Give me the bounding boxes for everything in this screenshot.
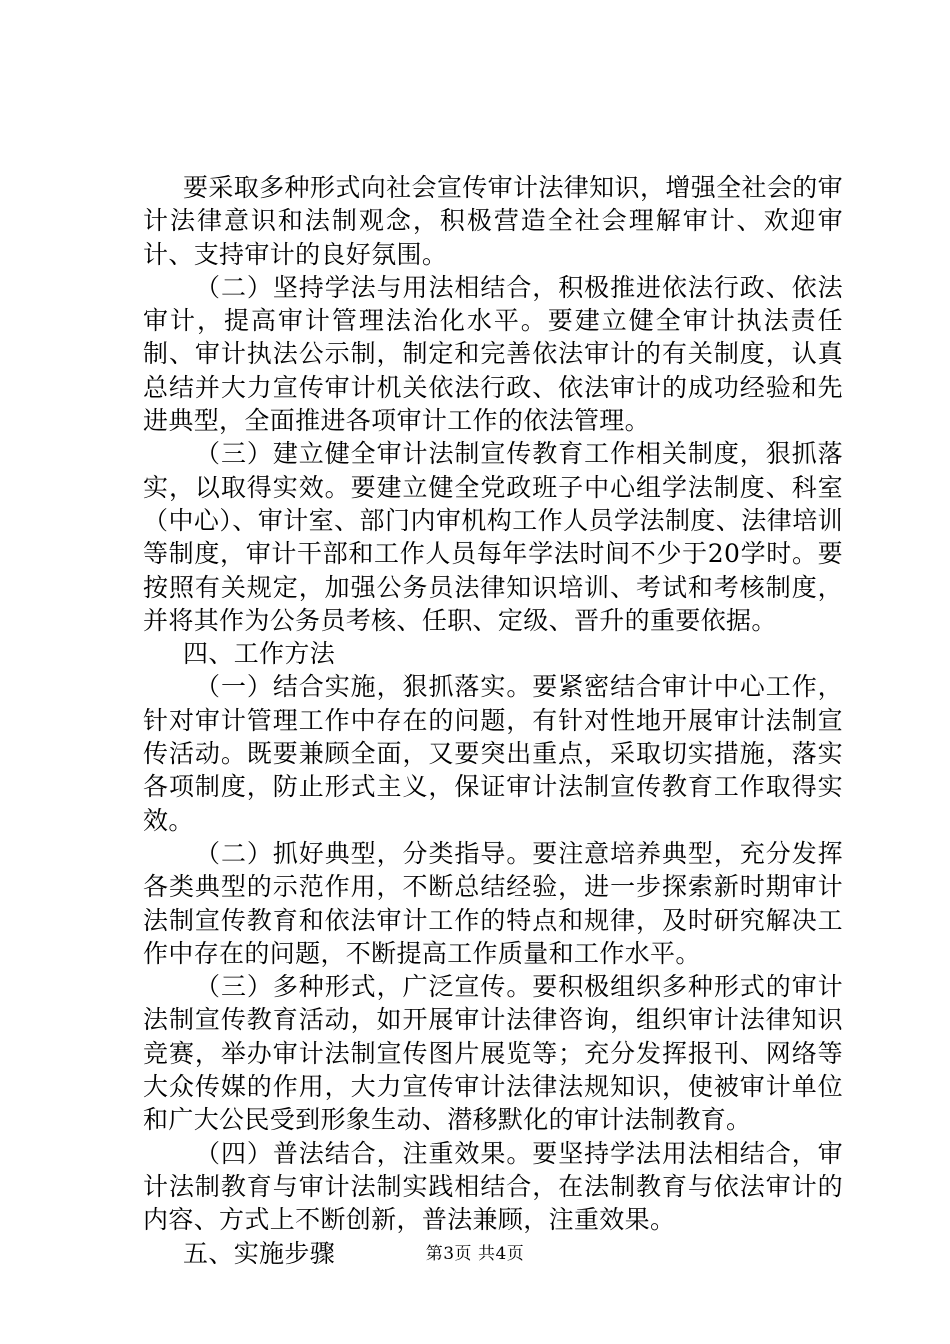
paragraph: （三）多种形式，广泛宣传。要积极组织多种形式的审计法制宣传教育活动，如开展审计法律咨询，组织审计法律知识竞赛，举办审计法制宣传图片展览等；充分发挥报刊、网络等大众传媒的作用，大力宣传审计法律法规知识，使被审计单位和广大公民受到形象生动、潜移默化的审计法制教育。 — [143, 972, 843, 1135]
section-heading: 四、工作方法 — [183, 639, 336, 669]
page-footer: 第3页 共4页 — [425, 1244, 525, 1264]
paragraph: （二）抓好典型，分类指导。要注意培养典型，充分发挥各类典型的示范作用，不断总结经验，进一步探索新时期审计法制宣传教育和依法审计工作的特点和规律，及时研究解决工作中存在的问题，不断提高工作质量和工作水平。 — [143, 838, 843, 968]
paragraph: （一）结合实施，狠抓落实。要紧密结合审计中心工作，针对审计管理工作中存在的问题，有针对性地开展审计法制宣传活动。既要兼顾全面，又要突出重点，采取切实措施，落实各项制度，防止形式主义，保证审计法制宣传教育工作取得实效。 — [143, 672, 843, 835]
paragraph: （四）普法结合，注重效果。要坚持学法用法相结合，审计法制教育与审计法制实践相结合，在法制教育与依法审计的内容、方式上不断创新，普法兼顾，注重效果。 — [143, 1138, 843, 1235]
document-body — [143, 171, 843, 1270]
paragraph: 要采取多种形式向社会宣传审计法律知识，增强全社会的审计法律意识和法制观念，积极营造全社会理解审计、欢迎审计、支持审计的良好氛围。 — [143, 173, 843, 269]
section-heading: 五、实施步骤 — [183, 1238, 336, 1268]
paragraph: （三）建立健全审计法制宣传教育工作相关制度，狠抓落实，以取得实效。要建立健全党政班子中心组学法制度、科室（中心）、审计室、部门内审机构工作人员学法制度、法律培训等制度，审计干部和工作人员每年学法时间不少于20学时。要按照有关规定，加强公务员法律知识培训、考试和考核制度，并将其作为公务员考核、任职、定级、晋升的重要依据。 — [143, 439, 843, 635]
paragraph: （二）坚持学法与用法相结合，积极推进依法行政、依法审计，提高审计管理法治化水平。要建立健全审计执法责任制、审计执法公示制，制定和完善依法审计的有关制度，认真总结并大力宣传审计机关依法行政、依法审计的成功经验和先进典型，全面推进各项审计工作的依法管理。 — [143, 272, 843, 436]
